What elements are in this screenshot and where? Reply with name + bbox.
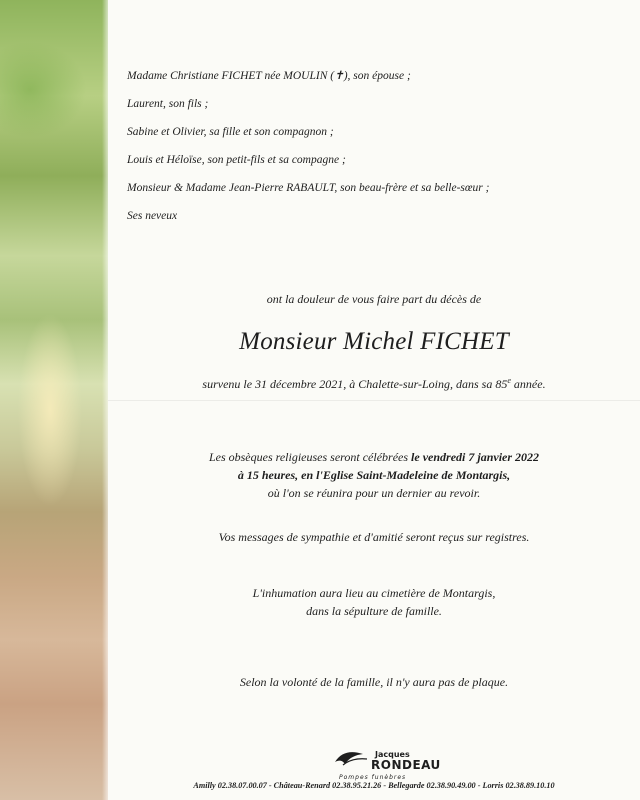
messages-note: Vos messages de sympathie et d'amitié seront reçus sur registres. (218, 530, 530, 544)
family-member: Madame Christiane FICHET née MOULIN (✝), son épouse ; (127, 70, 411, 82)
dove-icon (333, 748, 369, 770)
forest-path-image (0, 0, 108, 800)
family-wish: Selon la volonté de la famille, il n'y aura pas de plaque. (239, 675, 509, 689)
funeral-details: Les obsèques religieuses seront célébrées le vendredi 7 janvier 2022 à 15 heures, en l'Eglise Saint-Madeleine de Montargis, où l'on se réunira pour un dernier au revoir. (208, 450, 540, 500)
death-details: survenu le 31 décembre 2021, à Chalette-sur-Loing, dans sa 85e année. (202, 376, 546, 391)
family-member: Laurent, son fils ; (127, 98, 209, 110)
family-member: Louis et Héloïse, son petit-fils et sa compagne ; (127, 154, 346, 166)
deceased-name: Monsieur Michel FICHET (239, 328, 509, 355)
family-member: Ses neveux (127, 210, 178, 222)
contact-phones: Amilly 02.38.07.00.07 - Château-Renard 02.38.95.21.26 - Bellegarde 02.38.90.49.00 - Lorris 02.38.89.10.10 (193, 781, 555, 790)
family-member: Sabine et Olivier, sa fille et son compagnon ; (127, 126, 334, 138)
announcement-text: ont la douleur de vous faire part du décès de (266, 292, 482, 306)
funeral-home-logo: Jacques RONDEAU Pompes funèbres (333, 748, 423, 782)
obituary-notice (108, 0, 640, 800)
family-list (127, 62, 489, 230)
family-member: Monsieur & Madame Jean-Pierre RABAULT, son beau-frère et sa belle-sœur ; (127, 182, 490, 194)
burial-details: L'inhumation aura lieu au cimetière de Montargis, dans la sépulture de famille. (252, 586, 496, 618)
